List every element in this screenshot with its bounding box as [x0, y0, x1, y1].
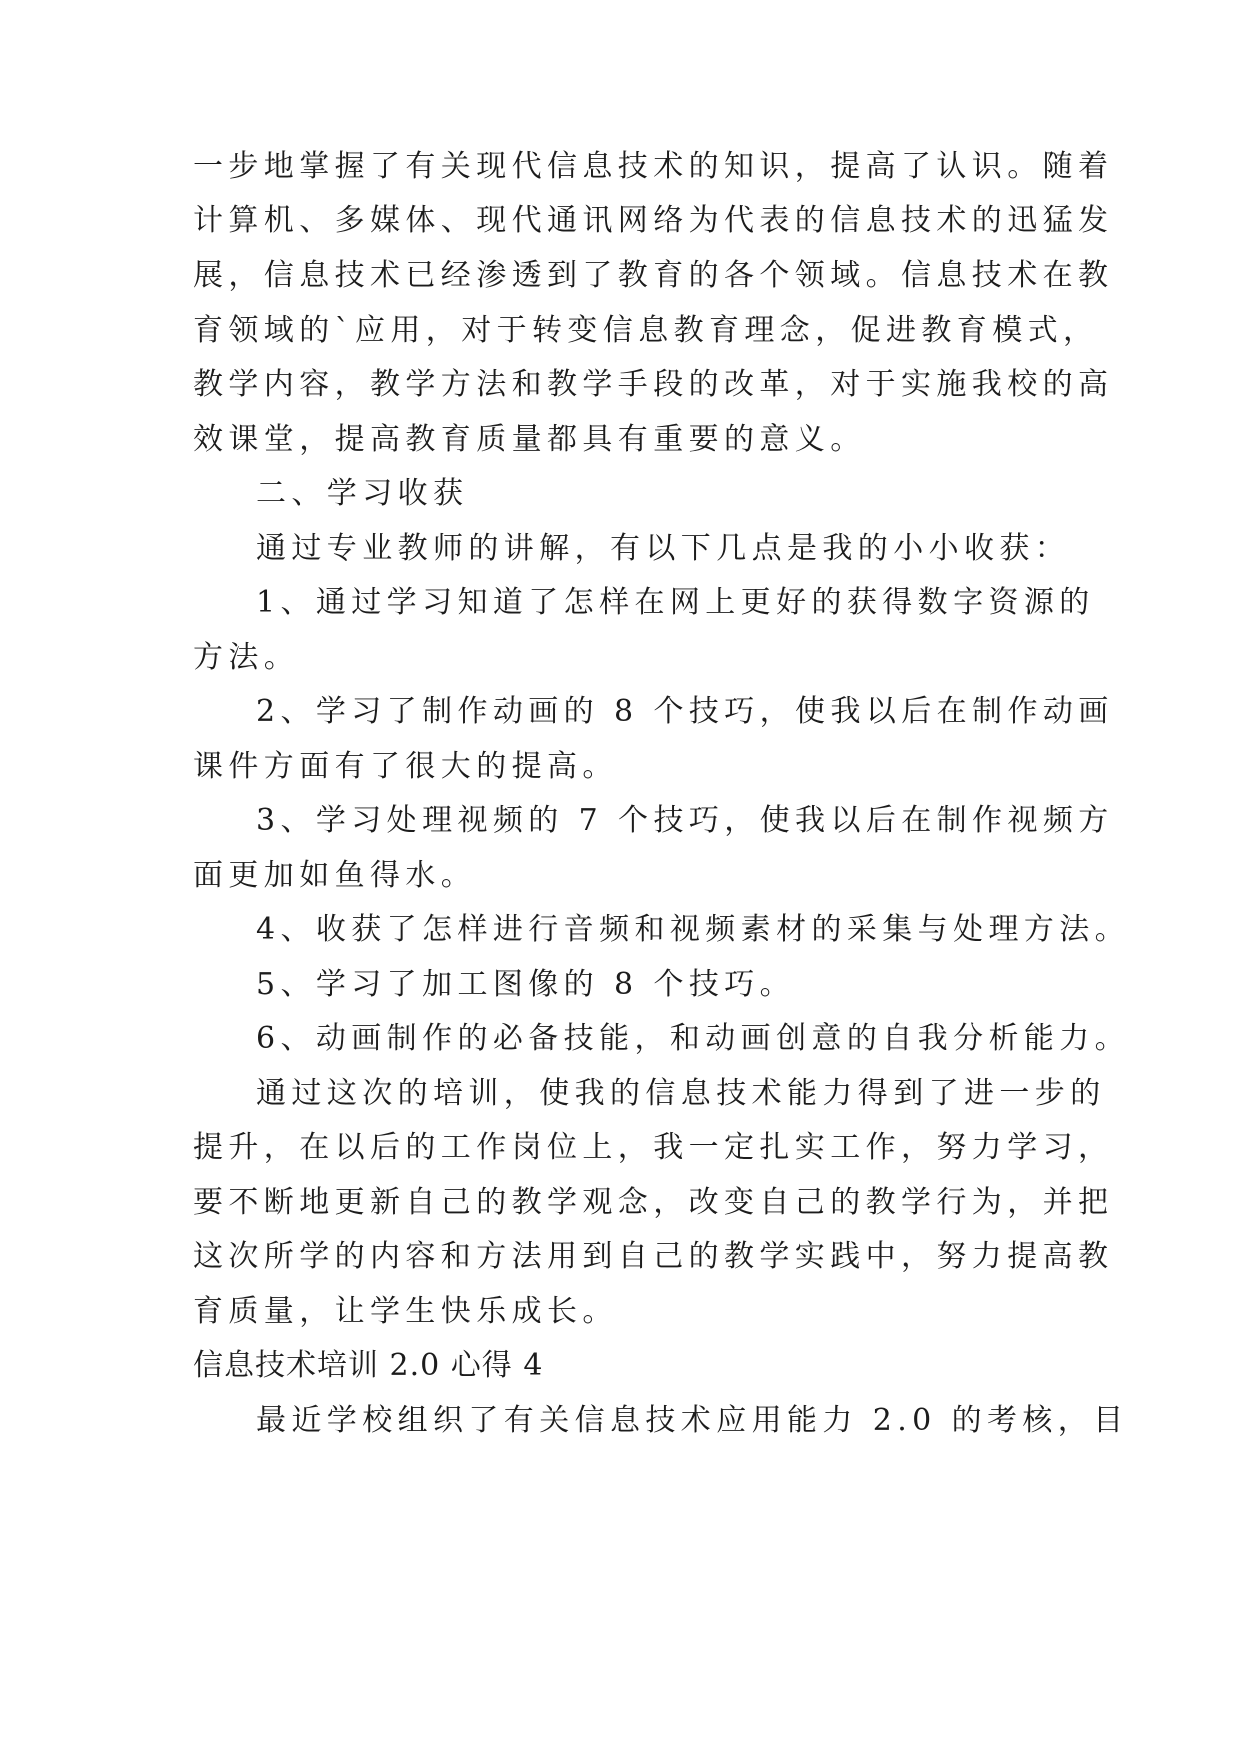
text-line: 教学内容，教学方法和教学手段的改革，对于实施我校的高	[193, 367, 1114, 402]
text-line: 最近学校组织了有关信息技术应用能力 2.0 的考核，目	[256, 1403, 1129, 1438]
text-line: 方法。	[193, 640, 300, 675]
list-item: 6、动画制作的必备技能，和动画创意的自我分析能力。	[256, 1021, 1131, 1056]
list-item: 5、学习了加工图像的 8 个技巧。	[256, 967, 796, 1002]
text-line: 面更加如鱼得水。	[193, 858, 477, 893]
list-item: 2、学习了制作动画的 8 个技巧，使我以后在制作动画	[256, 694, 1114, 729]
text-line: 提升，在以后的工作岗位上，我一定扎实工作，努力学习，	[193, 1130, 1114, 1165]
text-line: 育质量，让学生快乐成长。	[193, 1294, 618, 1329]
text-line: 通过专业教师的讲解，有以下几点是我的小小收获：	[256, 531, 1071, 566]
text-line: 计算机、多媒体、现代通讯网络为代表的信息技术的迅猛发	[193, 203, 1114, 238]
section-heading: 二、学习收获	[256, 476, 469, 511]
text-line: 展，信息技术已经渗透到了教育的各个领域。信息技术在教	[193, 258, 1114, 293]
list-item: 3、学习处理视频的 7 个技巧，使我以后在制作视频方	[256, 803, 1114, 838]
article-title: 信息技术培训 2.0 心得 4	[193, 1348, 544, 1383]
text-line: 课件方面有了很大的提高。	[193, 749, 618, 784]
text-line: 这次所学的内容和方法用到自己的教学实践中，努力提高教	[193, 1239, 1114, 1274]
text-line: 要不断地更新自己的教学观念，改变自己的教学行为，并把	[193, 1185, 1114, 1220]
text-line: 通过这次的培训，使我的信息技术能力得到了进一步的	[256, 1076, 1106, 1111]
text-line: 育领域的`应用，对于转变信息教育理念，促进教育模式，	[193, 313, 1099, 348]
text-line: 一步地掌握了有关现代信息技术的知识，提高了认识。随着	[193, 149, 1114, 184]
list-item: 1、通过学习知道了怎样在网上更好的获得数字资源的	[256, 585, 1095, 620]
text-line: 效课堂，提高教育质量都具有重要的意义。	[193, 422, 866, 457]
list-item: 4、收获了怎样进行音频和视频素材的采集与处理方法。	[256, 912, 1131, 947]
